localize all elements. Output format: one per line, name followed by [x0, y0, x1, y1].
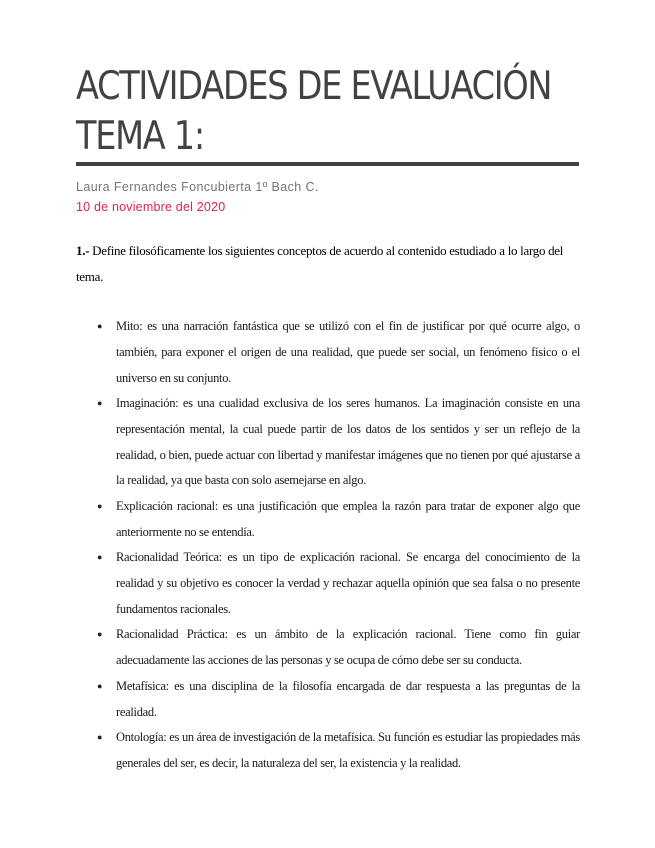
list-item-text: Mito: es una narración fantástica que se utilizó con el fin de justificar por qué ocurre algo, o también, para exponer el origen de una realidad, que puede ser social, un fenómeno físico o el universo en su conjunto. [116, 319, 580, 385]
list-item-text: Explicación racional: es una justificación que emplea la razón para tratar de exponer algo que anteriormente no se entendía. [116, 499, 580, 539]
list-item [97, 391, 580, 494]
list-item-text: Metafísica: es una disciplina de la filosofía encargada de dar respuesta a las preguntas de la realidad. [116, 679, 580, 719]
title-line-1: ACTIVIDADES DE EVALUACIÓN [76, 64, 552, 109]
list-item [97, 314, 580, 391]
bullet-icon: ● [97, 398, 103, 408]
question-1 [76, 238, 580, 290]
bullet-icon: ● [97, 501, 103, 511]
bullet-icon: ● [97, 552, 103, 562]
list-item [97, 725, 580, 777]
bullet-icon: ● [97, 629, 103, 639]
question-number: 1.- [76, 243, 90, 258]
list-item [97, 674, 580, 726]
list-item-text: Racionalidad Práctica: es un ámbito de la explicación racional. Tiene como fin guiar adecuadamente las acciones de las personas y se ocupa de cómo debe ser su conducta. [116, 627, 580, 667]
author-line: Laura Fernandes Foncubierta 1º Bach C. [76, 180, 319, 194]
list-item [97, 545, 580, 622]
bullet-icon: ● [97, 321, 103, 331]
title-line-2: TEMA 1: [76, 114, 204, 159]
title-divider [76, 162, 579, 166]
bullet-icon: ● [97, 732, 103, 742]
date-line: 10 de noviembre del 2020 [76, 200, 226, 214]
list-item-text: Ontología: es un área de investigación de la metafísica. Su función es estudiar las propiedades más generales del ser, es decir, la naturaleza del ser, la existencia y la realidad. [116, 730, 580, 770]
list-item [97, 494, 580, 546]
question-text: Define filosóficamente los siguientes conceptos de acuerdo al contenido estudiado a lo largo del tema. [76, 243, 564, 284]
list-item-text: Imaginación: es una cualidad exclusiva de los seres humanos. La imaginación consiste en una representación mental, la cual puede partir de los datos de los sentidos y ser un reflejo de la realidad, o bien, puede actuar con libertad y manifestar imágenes que no tienen por qué ajustarse a la realidad, ya que basta con solo asemejarse en algo. [116, 396, 580, 488]
bullet-icon: ● [97, 681, 103, 691]
document-title [76, 62, 552, 162]
list-item-text: Racionalidad Teórica: es un tipo de explicación racional. Se encarga del conocimiento de la realidad y su objetivo es conocer la verdad y rechazar aquella opinión que sea falsa o no presente fundamentos racionales. [116, 550, 580, 616]
list-item [97, 622, 580, 674]
